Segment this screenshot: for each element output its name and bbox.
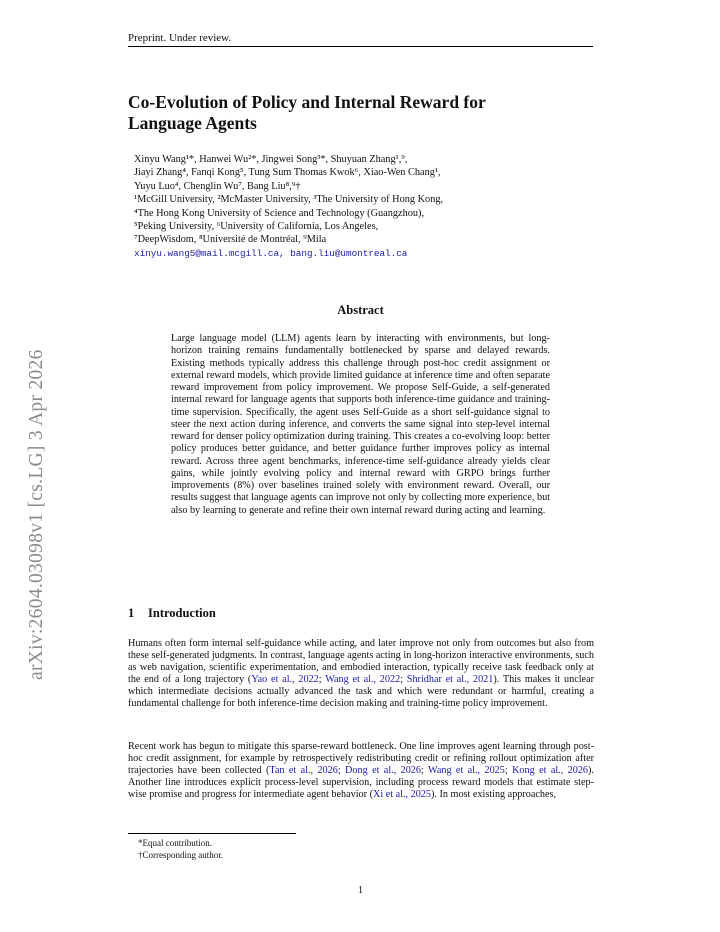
citation-link[interactable]: Yao et al., 2022 [251,673,319,685]
author-line-1: Xinyu Wang¹*, Hanwei Wu²*, Jingwei Song³*, Shuyuan Zhang¹,⁹, [134,154,408,165]
author-line-2: Jiayi Zhang⁴, Fanqi Kong⁵, Tung Sum Thomas Kwok⁶, Xiao-Wen Chang¹, [134,167,441,179]
section-title-text: Introduction [148,606,216,620]
paragraph-text: Recent work has begun to mitigate this sparse-reward bottleneck. One line improves agent learning through post-hoc credit assignment, for example by retrospectively redistributing credit or refining rollout optimization after trajectories have been collected ( [128,741,594,776]
citation-link[interactable]: Kong et al., 2026 [512,764,589,776]
affiliation-line-2: ⁴The Hong Kong University of Science and Technology (Guangzhou), [134,207,425,219]
citation-link[interactable]: Dong et al., 2026 [345,764,421,776]
affiliation-line-1: ¹McGill University, ²McMaster University, ³The University of Hong Kong, [134,194,444,206]
arxiv-identifier: arXiv:2604.03098v1 [cs.LG] 3 Apr 2026 [26,349,47,680]
citation-link[interactable]: Tan et al., 2026 [269,764,338,776]
page-number: 1 [357,885,364,896]
paper-title [128,92,568,134]
paragraph-text: ). This makes it unclear which intermediate decisions actually advanced the task and which were redundant or harmful, creating a fundamental challenge for both inference-time decision making and training-time policy improvement. [128,673,594,709]
citation-link[interactable]: Shridhar et al., 2021 [406,673,494,685]
intro-paragraph-1 [128,638,594,709]
citation-separator: ; [421,764,429,776]
abstract-text: Large language model (LLM) agents learn by interacting with environments, but long-horizon training remains fundamentally bottlenecked by sparse and delayed rewards. Existing methods typically address this challenge through post-hoc credit assignment or external reward models, which provide limited guidance at inference time and often separate reward improvement from policy improvement. We propose Self-Guide, a self-generated internal reward for language agents that supports both inference-time guidance and training-time supervision. Specifically, the agent uses Self-Guide as a short self-guidance signal to steer the next action during inference, and converts the same signal into step-level internal reward for denser policy optimization during training. This creates a co-evolving loop: better policy produces better guidance, and better guidance further improves policy as internal reward. Across three agent benchmarks, inference-time self-guidance already yields clear gains, while jointly evolving policy and internal reward with GRPO brings further improvements (8%) over baselines trained solely with environment reward. Overall, our results suggest that language agents can improve not only by collecting more experience, but also by learning to generate and refine their own internal reward during acting and learning. [171,333,550,516]
section-heading [128,606,593,621]
affiliation-line-3: ⁵Peking University, ⁶University of California, Los Angeles, [134,221,379,233]
paragraph-text: ). Another line introduces explicit process-level supervision, including process reward models that estimate step-wise promise and progress for intermediate agent behavior ( [128,764,594,800]
author-emails[interactable]: xinyu.wang5@mail.mcgill.ca, bang.liu@umontreal.ca [134,247,408,259]
paragraph-text: ). In most existing approaches, [431,788,557,800]
citation-separator: ; [504,764,513,776]
citation-separator: ; [318,673,326,685]
footnote-corresponding-author: †Corresponding author. [138,849,223,860]
paragraph-text: Humans often form internal self-guidance while acting, and later improve not only from outcomes but also from these self-generated judgments. In contrast, language agents acting in long-horizon interactive environments, such as web navigation, scientific experimentation, and embodied interaction, typically receive task feedback only at the end of a long trajectory ( [128,638,594,685]
author-block [134,153,604,260]
section-number: 1 [128,606,135,620]
citation-link[interactable]: Xi et al., 2025 [372,788,431,800]
author-line-3: Yuyu Luo⁴, Chenglin Wu⁷, Bang Liu⁸,⁹† [134,180,301,192]
footnote-divider [128,833,296,834]
citation-separator: ; [400,673,407,685]
affiliation-line-4: ⁷DeepWisdom, ⁸Université de Montréal, ⁹Mila [134,234,327,246]
citation-separator: ; [337,764,346,776]
arxiv-watermark [26,280,56,680]
footnotes [138,838,538,861]
citation-link[interactable]: Wang et al., 2022 [325,673,401,685]
title-line-2: Language Agents [128,113,257,133]
footnote-equal-contribution: *Equal contribution. [138,838,212,848]
citation-link[interactable]: Wang et al., 2025 [428,764,505,776]
running-header: Preprint. Under review. [128,32,593,47]
abstract-heading: Abstract [337,303,384,317]
intro-paragraph-2 [128,741,594,801]
title-line-1: Co-Evolution of Policy and Internal Reward for [128,92,486,112]
